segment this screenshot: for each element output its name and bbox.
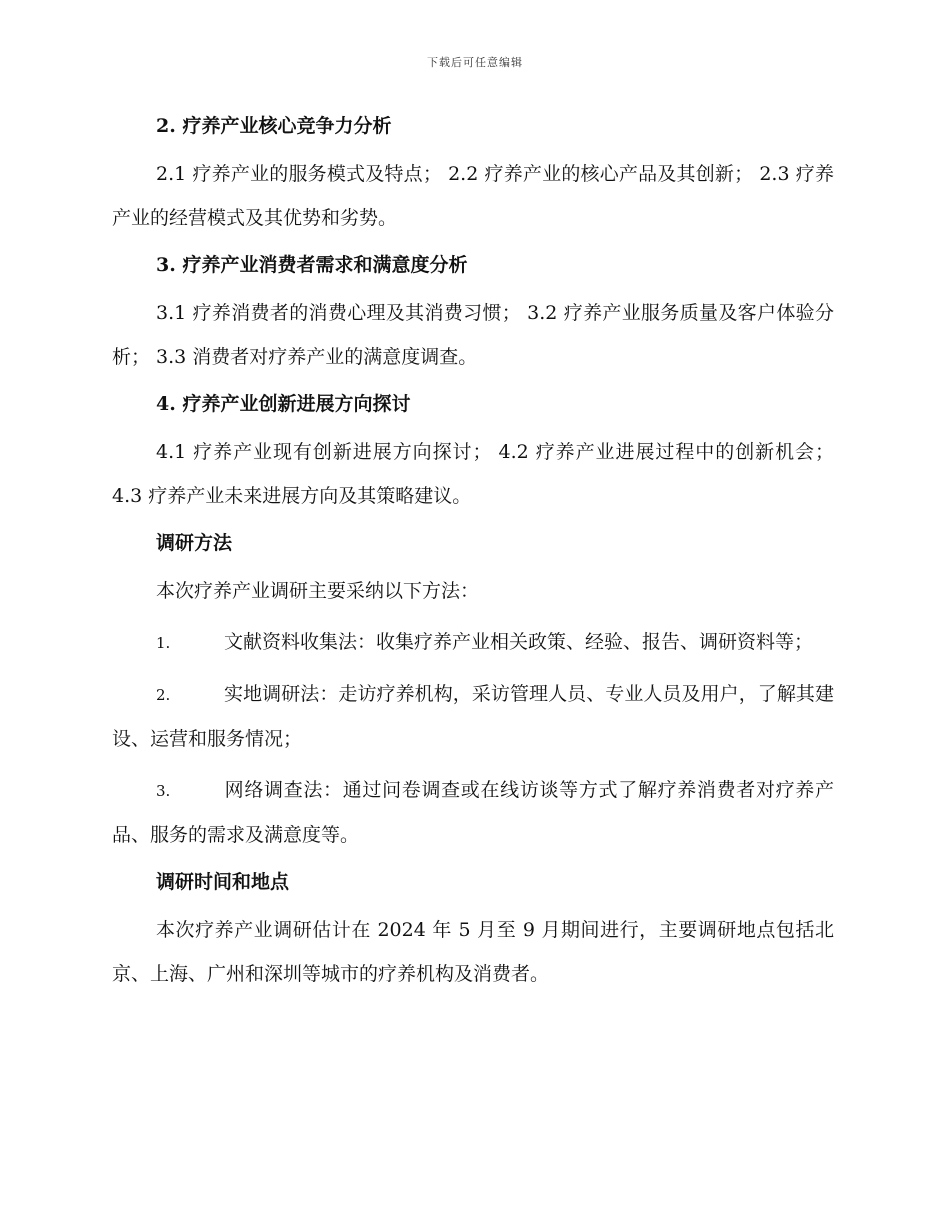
time-place-heading: 调研时间和地点	[156, 871, 290, 893]
method-item-number: 2.	[156, 686, 171, 704]
section-3-paragraph: 3.1 疗养消费者的消费心理及其消费习惯； 3.2 疗养产业服务质量及客户体验分析； 3.3 消费者对疗养产业的满意度调查。	[112, 302, 834, 368]
method-item-text: 网络调查法：通过问卷调查或在线访谈等方式了解疗养消费者对疗养产品、服务的需求及满意度等。	[112, 779, 834, 846]
method-item-1	[112, 620, 834, 665]
method-intro: 本次疗养产业调研主要采纳以下方法：	[156, 580, 480, 602]
document-body	[112, 108, 834, 1003]
method-item-number: 3.	[156, 782, 171, 800]
section-2-paragraph: 2.1 疗养产业的服务模式及特点； 2.2 疗养产业的核心产品及其创新； 2.3 疗养产业的经营模式及其优势和劣势。	[112, 163, 834, 229]
method-item-3	[112, 768, 834, 857]
method-item-text: 实地调研法：走访疗养机构，采访管理人员、专业人员及用户，了解其建设、运营和服务情况；	[112, 683, 834, 750]
method-heading: 调研方法	[156, 532, 233, 554]
section-3-heading: 3. 疗养产业消费者需求和满意度分析	[156, 254, 468, 276]
page-header: 下载后可任意编辑	[427, 56, 523, 69]
section-4-paragraph: 4.1 疗养产业现有创新进展方向探讨； 4.2 疗养产业进展过程中的创新机会； 4.3 疗养产业未来进展方向及其策略建议。	[112, 441, 834, 507]
time-place-paragraph: 本次疗养产业调研估计在 2024 年 5 月至 9 月期间进行，主要调研地点包括北京、上海、广州和深圳等城市的疗养机构及消费者。	[112, 919, 834, 985]
section-2-heading: 2. 疗养产业核心竞争力分析	[156, 115, 392, 137]
method-item-number: 1.	[156, 634, 171, 652]
section-4-heading: 4. 疗养产业创新进展方向探讨	[156, 393, 411, 415]
method-item-2	[112, 672, 834, 761]
method-item-text: 文献资料收集法：收集疗养产业相关政策、经验、报告、调研资料等；	[224, 631, 814, 653]
